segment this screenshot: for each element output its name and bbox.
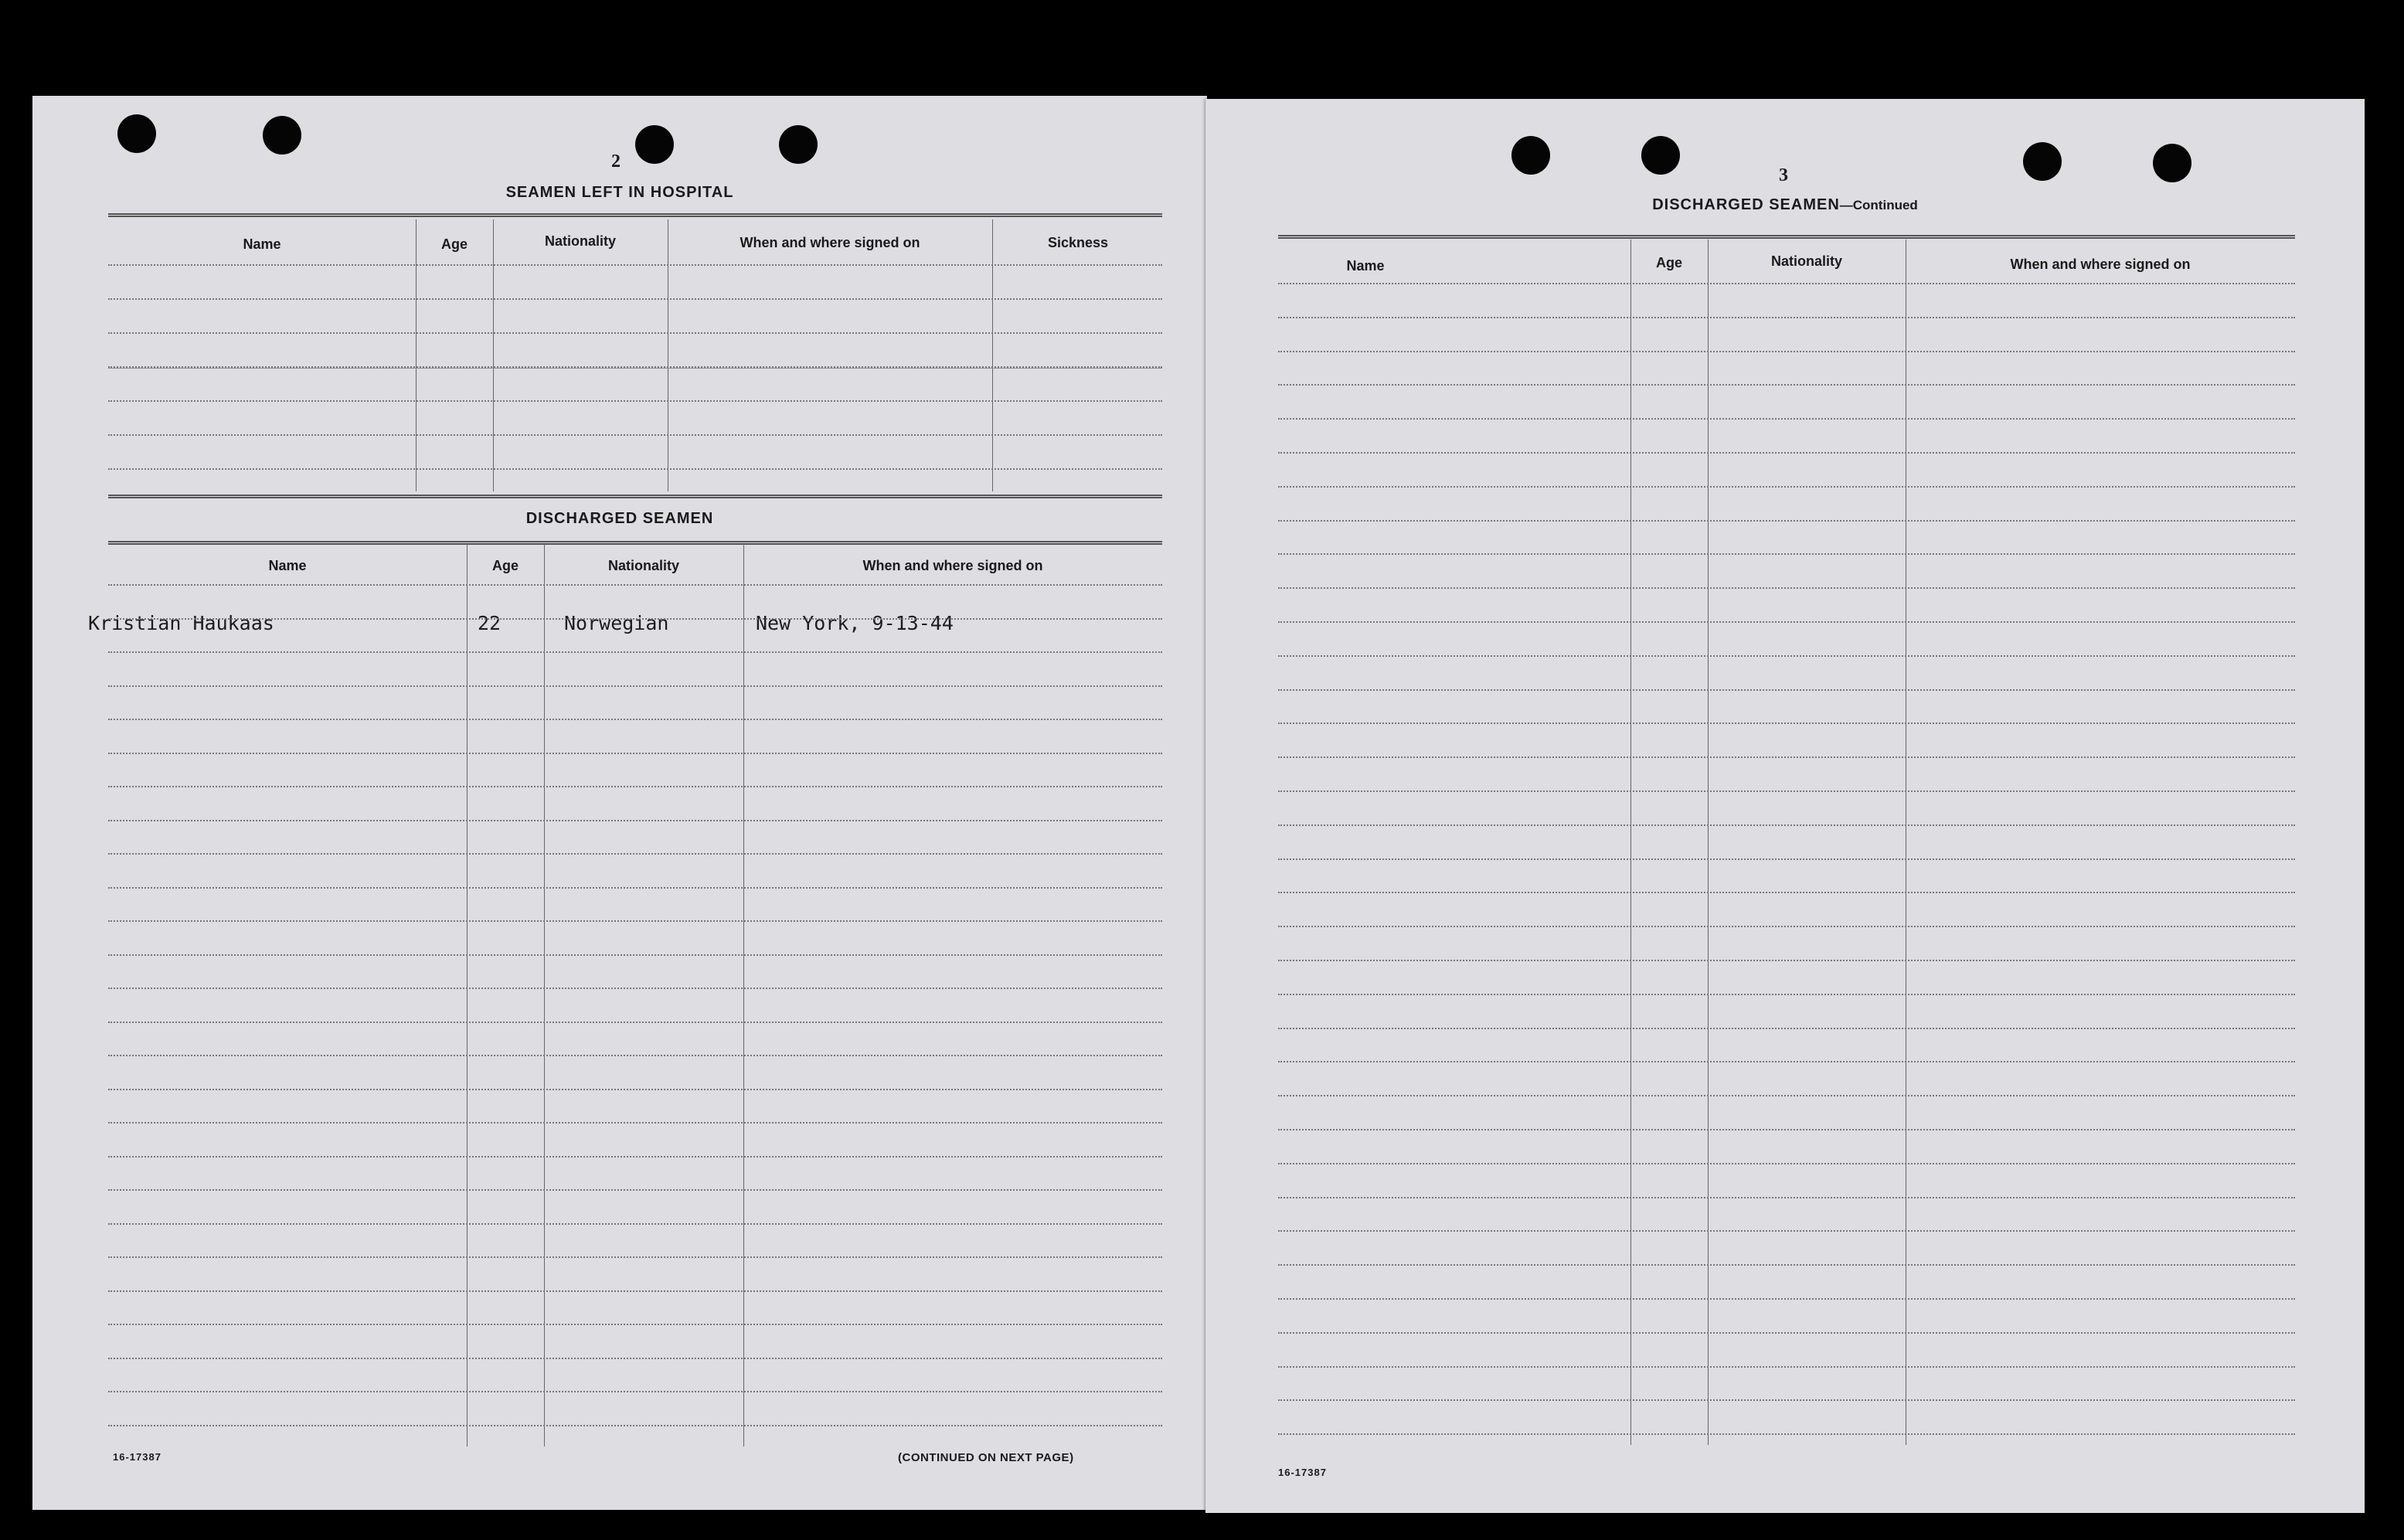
discharged-section-title: DISCHARGED SEAMEN: [525, 510, 714, 527]
column-divider: [992, 219, 993, 491]
row-line: [1278, 1332, 2295, 1334]
section-rule: [108, 213, 1162, 217]
row-line: [108, 651, 1162, 653]
column-divider: [544, 544, 545, 1447]
discharged-table: [88, 544, 1162, 1456]
punch-hole: [117, 114, 156, 153]
row-line: [1278, 1095, 2295, 1096]
row-line: [108, 1189, 1162, 1191]
row-line: [1278, 824, 2295, 826]
row-line: [1278, 553, 2295, 555]
row-line: [1278, 960, 2295, 961]
row-line: [108, 468, 1162, 470]
column-header-signed-on: When and where signed on: [740, 235, 920, 250]
row-line: [1278, 621, 2295, 623]
column-header-signed-on: When and where signed on: [2010, 257, 2191, 272]
row-line: [1278, 520, 2295, 522]
row-line: [1278, 756, 2295, 758]
discharged-continued-table: [1278, 240, 2295, 1450]
row-line: [1278, 1061, 2295, 1062]
punch-hole: [635, 125, 674, 164]
row-line: [108, 1324, 1162, 1325]
row-line: [1278, 1197, 2295, 1198]
row-line: [108, 1055, 1162, 1056]
row-line: [108, 264, 1162, 266]
column-divider: [743, 544, 744, 1447]
row-line: [1278, 1028, 2295, 1029]
form-number: 16-17387: [1278, 1467, 1327, 1478]
row-line: [108, 400, 1162, 402]
column-header-age: Age: [491, 558, 519, 573]
row-line: [108, 1290, 1162, 1292]
column-header-name: Name: [268, 558, 307, 573]
row-line: [1278, 486, 2295, 488]
left-page: [32, 96, 1207, 1510]
row-line: [108, 366, 1162, 368]
row-line: [1278, 994, 2295, 995]
continued-note: (CONTINUED ON NEXT PAGE): [898, 1451, 1074, 1464]
form-number: 16-17387: [113, 1451, 162, 1463]
row-line: [108, 1391, 1162, 1392]
row-line: [1278, 317, 2295, 318]
entry-age: 22: [478, 612, 502, 634]
punch-hole: [2023, 142, 2062, 181]
page-number: 2: [611, 151, 621, 172]
row-line: [1278, 283, 2295, 284]
row-line: [1278, 1298, 2295, 1300]
row-line: [1278, 926, 2295, 927]
row-line: [108, 1156, 1162, 1158]
row-line: [108, 1022, 1162, 1023]
entry-nationality: Norwegian: [564, 612, 669, 634]
row-line: [108, 618, 1162, 620]
hospital-section-title: SEAMEN LEFT IN HOSPITAL: [505, 184, 734, 201]
row-line: [1278, 351, 2295, 352]
row-line: [1278, 452, 2295, 454]
discharged-continued-title: [1607, 196, 1963, 214]
row-line: [108, 1223, 1162, 1225]
column-header-nationality: Nationality: [1770, 253, 1842, 269]
row-line: [108, 954, 1162, 956]
column-divider: [467, 544, 468, 1447]
row-line: [108, 1122, 1162, 1124]
row-line: [108, 920, 1162, 922]
entry-name: Kristian Haukaas: [88, 612, 274, 634]
punch-hole: [1641, 136, 1680, 175]
row-line: [108, 332, 1162, 334]
row-line: [1278, 384, 2295, 386]
row-line: [1278, 1399, 2295, 1401]
section-title-suffix: —Continued: [1839, 198, 1918, 212]
section-rule: [108, 495, 1162, 498]
row-line: [1278, 1129, 2295, 1130]
column-header-name: Name: [243, 236, 281, 252]
row-line: [108, 1425, 1162, 1426]
row-line: [108, 1089, 1162, 1090]
section-rule: [1278, 235, 2295, 239]
entry-signed-on: New York, 9-13-44: [756, 612, 954, 634]
row-line: [1278, 1230, 2295, 1232]
row-line: [1278, 1433, 2295, 1435]
row-line: [1278, 722, 2295, 724]
row-line: [108, 719, 1162, 720]
row-line: [108, 988, 1162, 989]
row-line: [1278, 858, 2295, 860]
punch-hole: [779, 125, 818, 164]
page-number: 3: [1779, 165, 1788, 185]
row-line: [1278, 1264, 2295, 1266]
column-header-name: Name: [1346, 258, 1385, 274]
column-header-sickness: Sickness: [1047, 235, 1109, 250]
row-line: [108, 434, 1162, 436]
column-divider: [416, 219, 417, 491]
row-line: [1278, 1366, 2295, 1368]
section-title-text: DISCHARGED SEAMEN: [1652, 196, 1840, 213]
column-header-signed-on: When and where signed on: [862, 558, 1043, 573]
row-line: [108, 298, 1162, 300]
row-line: [1278, 587, 2295, 589]
column-header-age: Age: [1655, 255, 1682, 270]
hospital-table: [108, 219, 1162, 498]
column-header-nationality: Nationality: [544, 233, 616, 249]
row-line: [108, 753, 1162, 754]
column-divider: [493, 219, 494, 491]
column-header-age: Age: [440, 236, 468, 252]
punch-hole: [1511, 136, 1550, 175]
row-line: [1278, 418, 2295, 420]
row-line: [108, 820, 1162, 821]
right-page: [1205, 99, 2365, 1513]
row-line: [108, 786, 1162, 787]
column-header-nationality: Nationality: [607, 558, 679, 573]
row-line: [108, 685, 1162, 687]
row-line: [1278, 655, 2295, 657]
row-line: [108, 368, 1162, 369]
row-line: [1278, 892, 2295, 893]
row-line: [108, 887, 1162, 889]
punch-hole: [263, 116, 301, 155]
row-line: [1278, 689, 2295, 691]
row-line: [108, 853, 1162, 855]
punch-hole: [2153, 144, 2191, 182]
row-line: [1278, 1163, 2295, 1164]
row-line: [1278, 790, 2295, 792]
row-line: [108, 1358, 1162, 1359]
row-line: [108, 584, 1162, 586]
row-line: [108, 1256, 1162, 1258]
